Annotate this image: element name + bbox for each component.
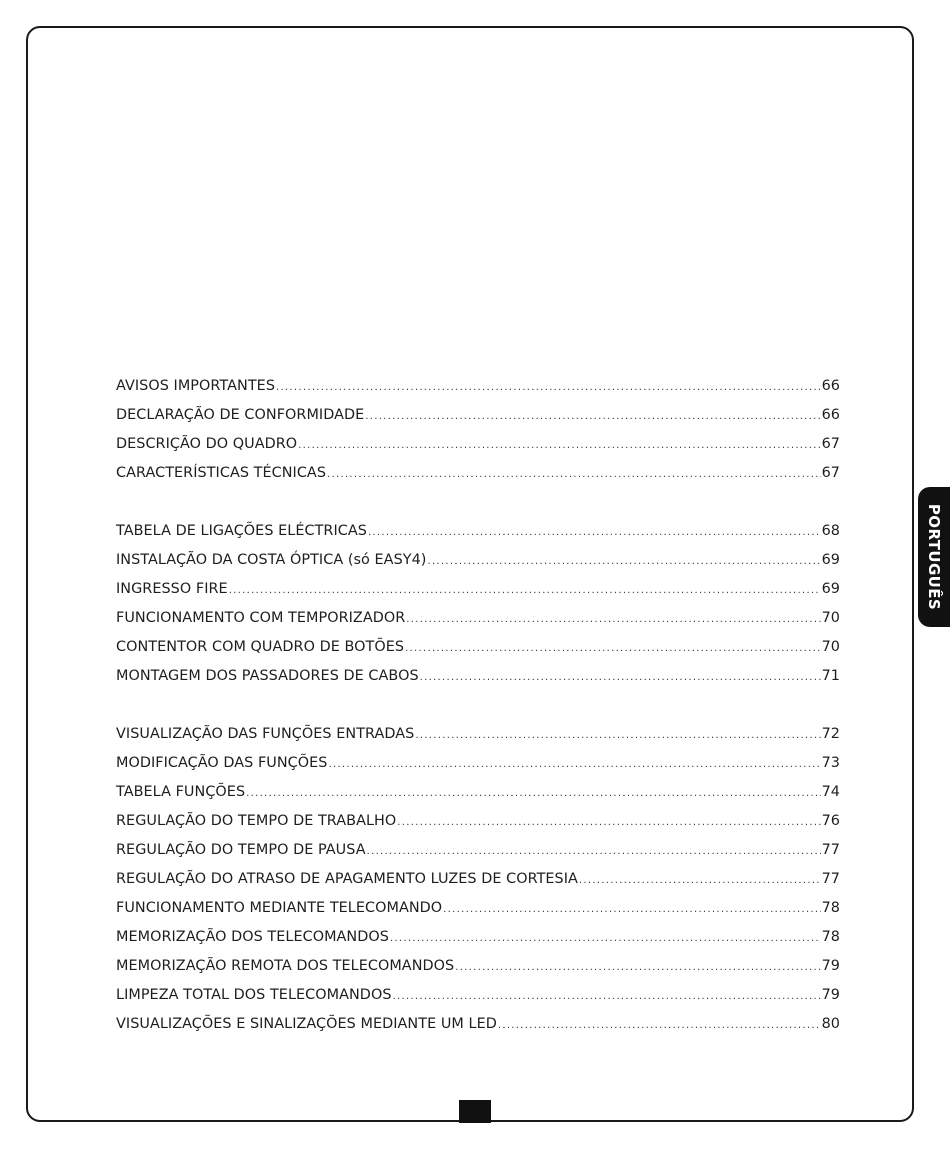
page-number-marker bbox=[459, 1100, 491, 1123]
toc-entry[interactable] bbox=[116, 865, 840, 894]
toc-section-general bbox=[116, 372, 840, 488]
toc-entry-page: 66 bbox=[821, 378, 840, 394]
toc-entry-title: LIMPEZA TOTAL DOS TELECOMANDOS bbox=[116, 987, 392, 1003]
toc-entry[interactable] bbox=[116, 923, 840, 952]
dot-leader bbox=[327, 460, 821, 489]
toc-entry-page: 67 bbox=[821, 465, 840, 481]
toc-entry[interactable] bbox=[116, 546, 840, 575]
toc-entry-page: 73 bbox=[821, 755, 840, 771]
dot-leader bbox=[298, 431, 820, 460]
dot-leader bbox=[390, 924, 821, 953]
toc-entry-title: MONTAGEM DOS PASSADORES DE CABOS bbox=[116, 668, 419, 684]
toc-entry-page: 74 bbox=[821, 784, 840, 800]
toc-entry[interactable] bbox=[116, 981, 840, 1010]
toc-entry-title: INGRESSO FIRE bbox=[116, 581, 228, 597]
toc-entry-title: REGULAÇÃO DO ATRASO DE APAGAMENTO LUZES DE CORTESIA bbox=[116, 871, 578, 887]
toc-entry[interactable] bbox=[116, 894, 840, 923]
toc-entry-title: TABELA FUNÇÕES bbox=[116, 784, 246, 800]
toc-entry-page: 76 bbox=[821, 813, 840, 829]
dot-leader bbox=[365, 402, 820, 431]
toc-entry[interactable] bbox=[116, 517, 840, 546]
toc-entry-page: 79 bbox=[821, 987, 840, 1003]
toc-section-programming bbox=[116, 720, 840, 1039]
toc-entry[interactable] bbox=[116, 778, 840, 807]
toc-entry-title: DESCRIÇÃO DO QUADRO bbox=[116, 436, 298, 452]
toc-entry[interactable] bbox=[116, 401, 840, 430]
toc-entry-title: REGULAÇÃO DO TEMPO DE TRABALHO bbox=[116, 813, 397, 829]
toc-entry-page: 69 bbox=[821, 581, 840, 597]
toc-entry[interactable] bbox=[116, 662, 840, 691]
toc-entry-title: AVISOS IMPORTANTES bbox=[116, 378, 275, 394]
toc-entry-title: TABELA DE LIGAÇÕES ELÉCTRICAS bbox=[116, 523, 367, 539]
dot-leader bbox=[406, 605, 820, 634]
toc-entry-page: 78 bbox=[821, 929, 840, 945]
dot-leader bbox=[427, 547, 820, 576]
language-tab-label: PORTUGUÊS bbox=[925, 503, 943, 611]
toc-entry-title: FUNCIONAMENTO COM TEMPORIZADOR bbox=[116, 610, 406, 626]
toc-entry-page: 79 bbox=[821, 958, 840, 974]
toc-entry-page: 78 bbox=[821, 900, 840, 916]
dot-leader bbox=[246, 779, 820, 808]
toc-entry-page: 70 bbox=[821, 610, 840, 626]
dot-leader bbox=[328, 750, 820, 779]
dot-leader bbox=[276, 373, 821, 402]
toc-entry-page: 77 bbox=[821, 871, 840, 887]
toc-entry[interactable] bbox=[116, 575, 840, 604]
toc-entry-page: 80 bbox=[821, 1016, 840, 1032]
toc-entry-title: FUNCIONAMENTO MEDIANTE TELECOMANDO bbox=[116, 900, 443, 916]
toc-entry[interactable] bbox=[116, 749, 840, 778]
toc-entry-page: 70 bbox=[821, 639, 840, 655]
toc-entry[interactable] bbox=[116, 836, 840, 865]
toc-entry-page: 77 bbox=[821, 842, 840, 858]
toc-entry-page: 67 bbox=[821, 436, 840, 452]
toc-entry-title: VISUALIZAÇÃO DAS FUNÇÕES ENTRADAS bbox=[116, 726, 415, 742]
dot-leader bbox=[455, 953, 820, 982]
toc-entry-title: DECLARAÇÃO DE CONFORMIDADE bbox=[116, 407, 365, 423]
dot-leader bbox=[498, 1011, 821, 1040]
dot-leader bbox=[393, 982, 821, 1011]
toc-section-installation bbox=[116, 517, 840, 691]
toc-entry-title: MEMORIZAÇÃO DOS TELECOMANDOS bbox=[116, 929, 389, 945]
toc-entry[interactable] bbox=[116, 1010, 840, 1039]
table-of-contents bbox=[116, 372, 840, 1068]
toc-entry[interactable] bbox=[116, 430, 840, 459]
dot-leader bbox=[420, 663, 821, 692]
language-tab[interactable] bbox=[918, 487, 950, 627]
toc-entry-title: MODIFICAÇÃO DAS FUNÇÕES bbox=[116, 755, 328, 771]
toc-entry[interactable] bbox=[116, 720, 840, 749]
toc-entry[interactable] bbox=[116, 807, 840, 836]
toc-entry[interactable] bbox=[116, 459, 840, 488]
toc-entry-page: 71 bbox=[821, 668, 840, 684]
toc-entry-page: 66 bbox=[821, 407, 840, 423]
toc-entry-page: 68 bbox=[821, 523, 840, 539]
dot-leader bbox=[443, 895, 820, 924]
toc-entry-title: REGULAÇÃO DO TEMPO DE PAUSA bbox=[116, 842, 366, 858]
dot-leader bbox=[229, 576, 821, 605]
toc-entry[interactable] bbox=[116, 952, 840, 981]
toc-entry-title: VISUALIZAÇÕES E SINALIZAÇÕES MEDIANTE UM LED bbox=[116, 1016, 497, 1032]
toc-entry[interactable] bbox=[116, 633, 840, 662]
toc-entry-title: INSTALAÇÃO DA COSTA ÓPTICA (só EASY4) bbox=[116, 552, 427, 568]
toc-entry-title: MEMORIZAÇÃO REMOTA DOS TELECOMANDOS bbox=[116, 958, 455, 974]
toc-entry-title: CONTENTOR COM QUADRO DE BOTÕES bbox=[116, 639, 405, 655]
dot-leader bbox=[368, 518, 821, 547]
toc-entry-page: 69 bbox=[821, 552, 840, 568]
toc-entry[interactable] bbox=[116, 372, 840, 401]
dot-leader bbox=[579, 866, 821, 895]
toc-entry-page: 72 bbox=[821, 726, 840, 742]
dot-leader bbox=[367, 837, 821, 866]
toc-entry-title: CARACTERÍSTICAS TÉCNICAS bbox=[116, 465, 327, 481]
toc-entry[interactable] bbox=[116, 604, 840, 633]
dot-leader bbox=[415, 721, 820, 750]
dot-leader bbox=[405, 634, 821, 663]
dot-leader bbox=[397, 808, 820, 837]
